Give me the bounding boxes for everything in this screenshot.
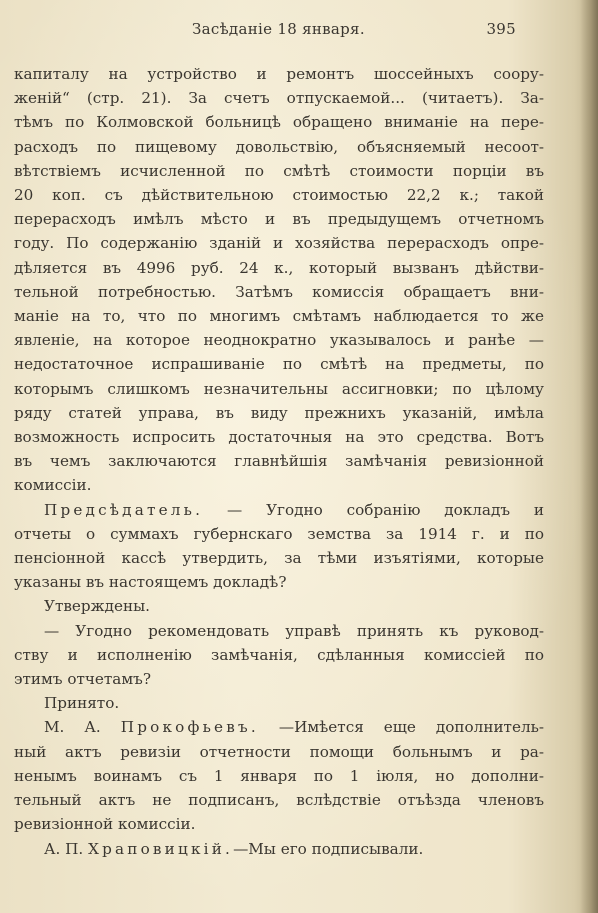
text-line: маніе на то, что по многимъ смѣтамъ наблюдается то же — [14, 307, 544, 326]
text-line: пенсіонной кассѣ утвердить, за тѣми изъятіями, которые — [14, 549, 544, 568]
text-line: недостаточное испрашиваніе по смѣтѣ на предметы, по — [14, 355, 544, 374]
page-number: 395 — [486, 20, 516, 38]
text-line: ный актъ ревизіи отчетности помощи больнымъ и ра- — [14, 742, 544, 761]
speech-text: —Мы его подписывали. — [233, 839, 424, 858]
text-line: указаны въ настоящемъ докладѣ? — [14, 573, 287, 592]
approval-line: Утверждены. — [44, 597, 150, 616]
text-line: перерасходъ имѣлъ мѣсто и въ предыдущемъ отчетномъ — [14, 210, 544, 229]
speaker-name: Храповицкій. — [88, 839, 234, 858]
text-line: явленіе, на которое неоднократно указывалось и ранѣе — — [14, 331, 544, 350]
text-line: ряду статей управа, въ виду прежнихъ указаній, имѣла — [14, 403, 544, 422]
text-line: — Угодно рекомендовать управѣ принять къ руковод- — [44, 621, 544, 640]
prokofiev-paragraph-first-line — [14, 715, 544, 739]
text-line: ненымъ воинамъ съ 1 января по 1 іюля, но дополни- — [14, 766, 544, 785]
text-line: ревизіонной комиссіи. — [14, 815, 196, 834]
text-line: тельный актъ не подписанъ, вслѣдствіе отъѣзда членовъ — [14, 791, 544, 810]
speaker-initials: А. П. — [44, 839, 84, 858]
text-line: капиталу на устройство и ремонтъ шоссейныхъ соору- — [14, 65, 544, 83]
text-line: комиссіи. — [14, 476, 92, 495]
text-line: дѣляется въ 4996 руб. 24 к., который вызванъ дѣйстви- — [14, 258, 544, 277]
chair-paragraph-first-line — [14, 498, 544, 522]
text-line: вѣтствіемъ исчисленной по смѣтѣ стоимости порціи въ — [14, 161, 544, 180]
text-line: ству и исполненію замѣчанія, сдѣланныя комиссіей по — [14, 645, 544, 664]
text-line: этимъ отчетамъ? — [14, 670, 151, 689]
page-header — [192, 20, 522, 42]
text-line: въ чемъ заключаются главнѣйшія замѣчанія ревизіонной — [14, 452, 544, 471]
text-line: которымъ слишкомъ незначительны ассигновки; по цѣлому — [14, 379, 544, 398]
text-line: тельной потребностью. Затѣмъ комиссія обращаетъ вни- — [14, 282, 544, 301]
text-line: возможность испросить достаточныя на это средства. Вотъ — [14, 428, 544, 447]
text-line: расходъ по пищевому довольствію, объясняемый несоот- — [14, 137, 544, 156]
running-title: Засѣданіе 18 января. — [192, 20, 365, 38]
speech-text: —Имѣется еще дополнитель- — [278, 718, 544, 737]
text-line: 20 коп. съ дѣйствительною стоимостью 22,2 к.; такой — [14, 186, 544, 205]
speaker-name: Прокофьевъ. — [120, 718, 259, 737]
approval-line: Принято. — [44, 694, 120, 713]
text-line: женій“ (стр. 21). За счетъ отпускаемой... (читаетъ). За- — [14, 89, 544, 108]
page-body — [14, 62, 544, 861]
text-line: году. По содержанію зданій и хозяйства перерасходъ опре- — [14, 234, 544, 253]
text-line: отчеты о суммахъ губернскаго земства за 1914 г. и по — [14, 524, 544, 543]
page-spine-shadow — [580, 0, 598, 913]
speaker-initials: М. А. — [44, 718, 101, 737]
khrapovitsky-paragraph — [14, 837, 544, 861]
text-line: тѣмъ по Колмовской больницѣ обращено вниманіе на пере- — [14, 113, 544, 132]
speaker-name: Предсѣдатель. — [44, 500, 204, 519]
chair-text: — Угодно собранію докладъ и — [227, 500, 545, 519]
